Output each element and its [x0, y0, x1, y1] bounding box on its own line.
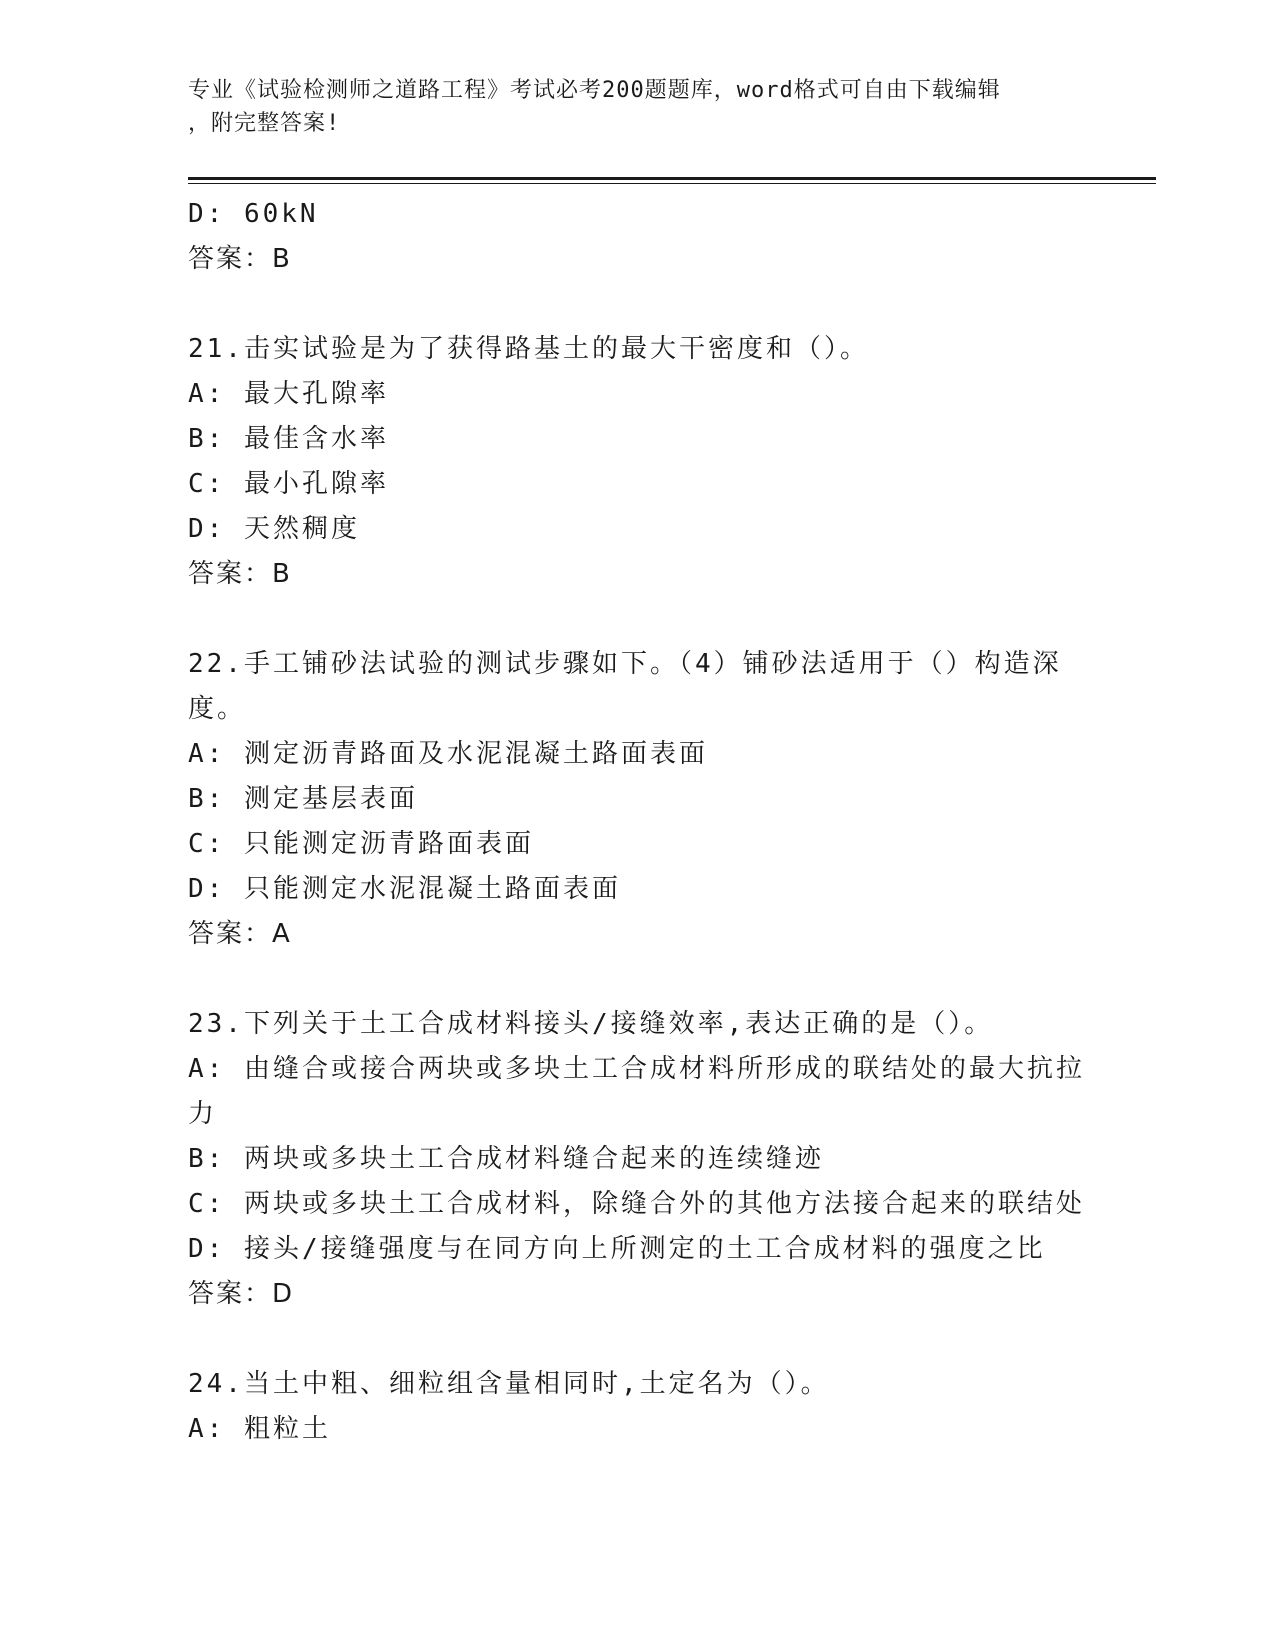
question-23-option-c: C: 两块或多块土工合成材料，除缝合外的其他方法接合起来的联结处: [188, 1189, 1085, 1219]
question-21-option-b: B: 最佳含水率: [188, 424, 389, 454]
question-23-option-b: B: 两块或多块土工合成材料缝合起来的连续缝迹: [188, 1144, 824, 1174]
question-23-option-a-line-1: A: 由缝合或接合两块或多块土工合成材料所形成的联结处的最大抗拉: [188, 1054, 1085, 1084]
question-22-stem-line-2: 度。: [188, 694, 247, 724]
header-divider-thin: [188, 183, 1156, 184]
question-23-option-d: D: 接头/接缝强度与在同方向上所测定的土工合成材料的强度之比: [188, 1234, 1046, 1264]
question-22-option-b: B: 测定基层表面: [188, 784, 418, 814]
question-22: [188, 642, 1088, 957]
question-23: [188, 1002, 1088, 1317]
question-21: [188, 327, 1088, 597]
question-24-stem: 24.当土中粗、细粒组含量相同时,土定名为（）。: [188, 1369, 830, 1399]
question-22-stem-line-1: 22.手工铺砂法试验的测试步骤如下。（4）铺砂法适用于（）构造深: [188, 649, 1062, 679]
question-21-option-c: C: 最小孔隙率: [188, 469, 389, 499]
document-body: [188, 192, 1088, 1452]
question-24: [188, 1362, 1088, 1452]
document-header: [188, 74, 1068, 140]
question-22-answer: 答案：A: [188, 919, 292, 949]
question-21-answer: 答案：B: [188, 559, 292, 589]
question-23-stem: 23.下列关于土工合成材料接头/接缝效率,表达正确的是（）。: [188, 1009, 994, 1039]
question-23-answer: 答案：D: [188, 1279, 295, 1309]
prev-answer: 答案：B: [188, 244, 292, 274]
question-21-option-a: A: 最大孔隙率: [188, 379, 389, 409]
header-divider-thick: [188, 177, 1156, 180]
header-line-2: ，附完整答案!: [188, 111, 341, 136]
question-21-stem: 21.击实试验是为了获得路基土的最大干密度和（）。: [188, 334, 869, 364]
prev-option-d: D: 60kN: [188, 199, 319, 229]
question-24-option-a: A: 粗粒土: [188, 1414, 331, 1444]
question-22-option-c: C: 只能测定沥青路面表面: [188, 829, 534, 859]
question-21-option-d: D: 天然稠度: [188, 514, 360, 544]
question-23-option-a-line-2: 力: [188, 1099, 218, 1129]
question-22-option-a: A: 测定沥青路面及水泥混凝土路面表面: [188, 739, 708, 769]
question-22-option-d: D: 只能测定水泥混凝土路面表面: [188, 874, 621, 904]
header-line-1: 专业《试验检测师之道路工程》考试必考200题题库，word格式可自由下载编辑: [188, 78, 1001, 103]
